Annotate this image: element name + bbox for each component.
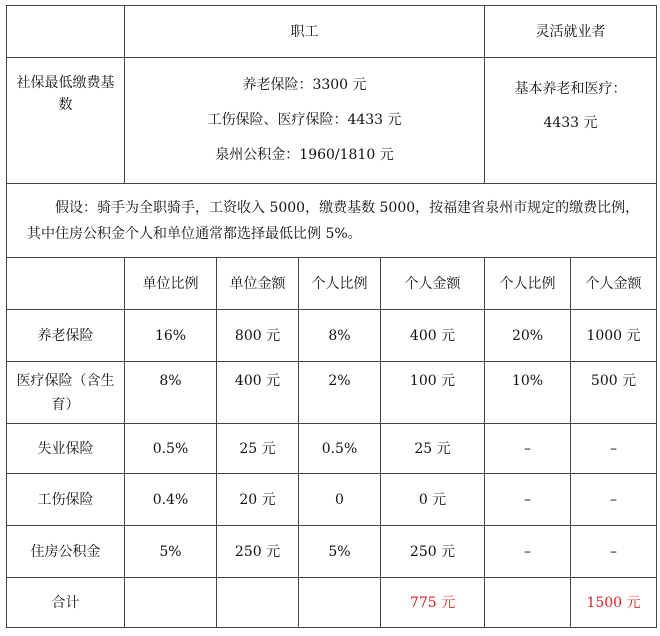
column-header: 单位金额 <box>217 258 299 310</box>
total-label: 合计 <box>7 578 125 628</box>
table-cell: 250 元 <box>381 526 485 578</box>
row-label: 养老保险 <box>7 310 125 362</box>
table-cell: 2% <box>299 362 381 424</box>
note-row <box>7 184 657 258</box>
row-label: 医疗保险（含生育） <box>7 362 125 424</box>
column-header: 个人比例 <box>485 258 571 310</box>
assumption-note: 假设：骑手为全职骑手，工资收入 5000，缴费基数 5000，按福建省泉州市规定的缴费比例，其中住房公积金个人和单位通常都选择最低比例 5%。 <box>7 184 657 258</box>
table-cell: 0 <box>299 474 381 526</box>
table-cell: – <box>571 526 657 578</box>
table-cell: 800 元 <box>217 310 299 362</box>
table-cell: 1000 元 <box>571 310 657 362</box>
table-cell: 25 元 <box>381 424 485 474</box>
row-label: 住房公积金 <box>7 526 125 578</box>
header-employee: 职工 <box>125 6 485 58</box>
table-cell: 20 元 <box>217 474 299 526</box>
total-cell <box>125 578 217 628</box>
table-row <box>7 526 657 578</box>
column-header: 个人金额 <box>571 258 657 310</box>
table-cell: 8% <box>299 310 381 362</box>
total-row <box>7 578 657 628</box>
header-flexible: 灵活就业者 <box>485 6 657 58</box>
table-cell: – <box>485 526 571 578</box>
base-row <box>7 58 657 184</box>
header-corner <box>7 6 125 58</box>
table-cell: 25 元 <box>217 424 299 474</box>
table-cell: 8% <box>125 362 217 424</box>
table-row <box>7 474 657 526</box>
row-label: 工伤保险 <box>7 474 125 526</box>
table-cell: 400 元 <box>381 310 485 362</box>
total-employee-personal: 775 元 <box>381 578 485 628</box>
column-header <box>7 258 125 310</box>
base-flexible <box>485 58 657 184</box>
total-cell <box>485 578 571 628</box>
table-cell: 10% <box>485 362 571 424</box>
column-header: 个人比例 <box>299 258 381 310</box>
table-row <box>7 362 657 424</box>
table-cell: 5% <box>125 526 217 578</box>
table-cell: 500 元 <box>571 362 657 424</box>
total-cell <box>217 578 299 628</box>
base-flexible-line: 4433 元 <box>543 115 598 131</box>
column-header: 个人金额 <box>381 258 485 310</box>
base-employee-line: 工伤保险、医疗保险：4433 元 <box>207 112 402 128</box>
table-cell: 100 元 <box>381 362 485 424</box>
base-employee-line: 养老保险：3300 元 <box>242 77 367 93</box>
insurance-table <box>6 5 657 628</box>
table-cell: 0.5% <box>299 424 381 474</box>
total-cell <box>299 578 381 628</box>
table-cell: – <box>485 424 571 474</box>
table-cell: 16% <box>125 310 217 362</box>
table-cell: 0.4% <box>125 474 217 526</box>
column-header: 单位比例 <box>125 258 217 310</box>
total-flexible-personal: 1500 元 <box>571 578 657 628</box>
header-row <box>7 6 657 58</box>
table-cell: 0 元 <box>381 474 485 526</box>
base-label: 社保最低缴费基数 <box>7 58 125 184</box>
table-cell: 20% <box>485 310 571 362</box>
table-cell: – <box>485 474 571 526</box>
table-cell: – <box>571 424 657 474</box>
table-cell: 250 元 <box>217 526 299 578</box>
base-employee-line: 泉州公积金：1960/1810 元 <box>215 147 394 163</box>
base-employee <box>125 58 485 184</box>
table-row <box>7 424 657 474</box>
table-cell: 5% <box>299 526 381 578</box>
table-cell: – <box>571 474 657 526</box>
column-header-row <box>7 258 657 310</box>
table-row <box>7 310 657 362</box>
table-cell: 0.5% <box>125 424 217 474</box>
table-cell: 400 元 <box>217 362 299 424</box>
base-flexible-line: 基本养老和医疗： <box>514 81 627 97</box>
row-label: 失业保险 <box>7 424 125 474</box>
